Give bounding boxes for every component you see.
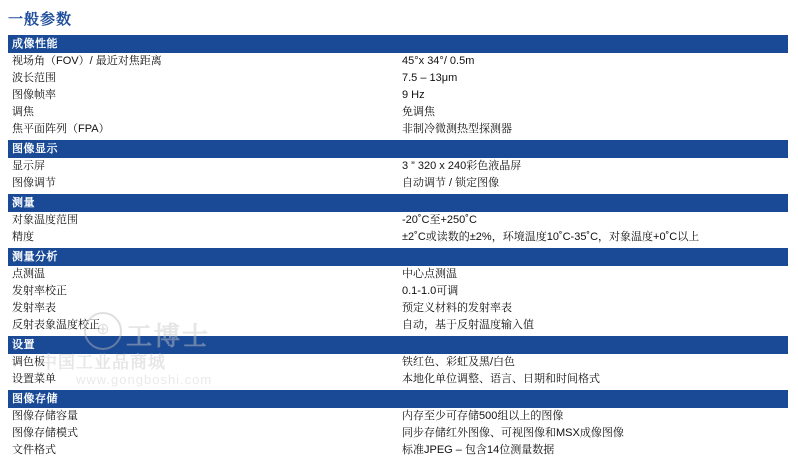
row-label: 精度 [8,229,398,246]
table-row [8,53,788,70]
table-row [8,121,788,138]
table-row [8,354,788,371]
table-row [8,425,788,442]
section-header-row [8,336,788,354]
row-label: 发射率校正 [8,283,398,300]
row-value: 同步存储红外图像、可视图像和MSX成像图像 [398,425,788,442]
row-label: 图像帧率 [8,87,398,104]
table-row [8,158,788,175]
row-label: 发射率表 [8,300,398,317]
seal-icon: ⊕ [84,312,122,350]
section-heading: 图像显示 [8,140,788,158]
row-label: 调色板 [8,354,398,371]
row-label: 显示屏 [8,158,398,175]
row-value: 自动，基于反射温度输入值 [398,317,788,334]
row-label: 设置菜单 [8,371,398,388]
row-value: 预定义材料的发射率表 [398,300,788,317]
row-value: 中心点测温 [398,266,788,283]
watermark-url: www.gongboshi.com [76,372,213,387]
section-heading: 测量分析 [8,248,788,266]
table-row [8,212,788,229]
table-row [8,87,788,104]
row-value: 内存至少可存储500组以上的图像 [398,408,788,425]
watermark-subtitle: 中国工业品商城 [40,353,166,372]
row-label: 对象温度范围 [8,212,398,229]
table-row [8,229,788,246]
row-label: 焦平面阵列（FPA） [8,121,398,138]
row-label: 反射表象温度校正 [8,317,398,334]
watermark-brand: 工博士 [126,321,211,351]
row-value: 7.5 – 13μm [398,70,788,87]
table-row [8,70,788,87]
row-label: 波长范围 [8,70,398,87]
row-value: 标准JPEG – 包含14位测量数据 [398,442,788,459]
row-label: 图像调节 [8,175,398,192]
section-header-row [8,140,788,158]
table-row [8,371,788,388]
section-header-row [8,248,788,266]
row-label: 文件格式 [8,442,398,459]
table-row [8,104,788,121]
row-value: 铁红色、彩虹及黑/白色 [398,354,788,371]
row-value: 免调焦 [398,104,788,121]
table-row [8,442,788,459]
table-row [8,317,788,334]
row-label: 图像存储容量 [8,408,398,425]
row-label: 图像存储模式 [8,425,398,442]
section-heading: 设置 [8,336,788,354]
row-value: 非制冷微测热型探测器 [398,121,788,138]
page-title: 一般参数 [8,11,73,28]
row-value: -20˚C至+250˚C [398,212,788,229]
row-value: 45°x 34°/ 0.5m [398,53,788,70]
table-row [8,300,788,317]
row-label: 点测温 [8,266,398,283]
row-label: 视场角（FOV）/ 最近对焦距离 [8,53,398,70]
row-value: 9 Hz [398,87,788,104]
row-value: 自动调节 / 锁定图像 [398,175,788,192]
section-heading: 成像性能 [8,35,788,53]
section-header-row [8,194,788,212]
section-header-row [8,35,788,53]
row-value: 3 ” 320 x 240彩色液晶屏 [398,158,788,175]
row-value: 0.1-1.0可调 [398,283,788,300]
table-row [8,283,788,300]
section-header-row [8,390,788,408]
spec-table [8,35,788,459]
section-heading: 图像存储 [8,390,788,408]
row-label: 调焦 [8,104,398,121]
row-value: 本地化单位调整、语言、日期和时间格式 [398,371,788,388]
section-heading: 测量 [8,194,788,212]
row-value: ±2˚C或读数的±2%，环境温度10˚C-35˚C，对象温度+0˚C以上 [398,229,788,246]
table-row [8,175,788,192]
table-row [8,266,788,283]
